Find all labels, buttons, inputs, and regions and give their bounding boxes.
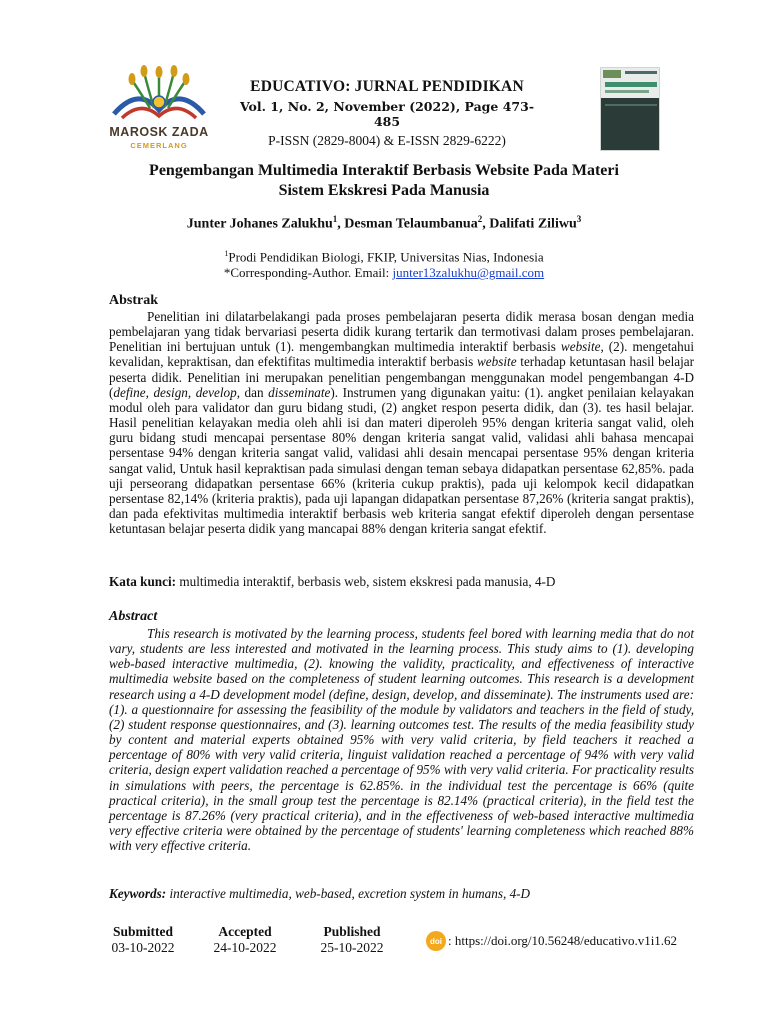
doi-icon: doi <box>426 931 446 951</box>
abstract-heading: Abstract <box>109 609 158 624</box>
accepted-block <box>208 924 282 956</box>
author-list: Junter Johanes Zalukhu$^1$, Desman Telaumbanua$^2$, Dalifati Ziliwu$^3$ <box>186 214 582 232</box>
book-sun-icon <box>108 64 210 124</box>
abstrak-heading: Abstrak <box>109 293 159 308</box>
author-sup: 3 <box>576 214 582 224</box>
published-block <box>314 924 390 956</box>
doi-link[interactable]: : https://doi.org/10.56248/educativo.v1i1.62 <box>448 933 678 948</box>
author-sup: 1 <box>332 214 338 224</box>
kata-kunci: Kata kunci: multimedia interaktif, berbasis web, sistem ekskresi pada manusia, 4-D <box>109 574 556 589</box>
author-sup: 2 <box>477 214 483 224</box>
accepted-date: 24-10-2022 <box>213 940 277 955</box>
email-link[interactable]: junter13zalukhu@gmail.com <box>392 265 545 281</box>
affiliation-block <box>100 246 668 281</box>
affiliation: $^1$Prodi Pendidikan Biologi, FKIP, Universitas Nias, Indonesia <box>224 249 544 265</box>
abstract-text: This research is motivated by the learning process, students feel bored with learning media that do not vary, students are less interested and motivated in the learning process. This study aims to (1). developing web-based interactive multimedia, (2). knowing the validity, practicality, and effectiveness of interactive multimedia website based on the completeness of student learning outcomes. This research is a development research using a 4-D development model (define, design, develop, and disseminate). The instruments used are: (1). a questionnaire for assessing the feasibility of the module by validators and teachers in the field of study, (2) student response questionnaires, and (3). learning outcomes test. The results of the media feasibility study by content and material experts obtained 95% with very valid criteria, by field teachers it reached a percentage of 80% with very valid criteria, linguist validation reached a percentage of 94% with very valid criteria, design expert validation reached a percentage of 95% with very valid criteria. For practicality results in simulations with peers, the percentage is 62.85%. in the individual test the percentage is 66% (quite practical criteria), in the small group test the percentage is 82.14% (practical criteria), in the field test the percentage is 87.26% (very practical criteria), and in the effectiveness of web-based interactive multimedia very effective criteria were obtained by the percentage of students' learning completeness which reached 88% with very effective criteria. <box>109 626 694 854</box>
title-line-2: Sistem Ekskresi Pada Manusia <box>278 182 490 199</box>
published-label: Published <box>323 924 381 939</box>
journal-header <box>234 78 540 149</box>
published-date: 25-10-2022 <box>320 940 384 955</box>
submitted-block <box>106 924 180 956</box>
doi-line <box>426 931 677 951</box>
journal-issn: P-ISSN (2829-8004) & E-ISSN 2829-6222) <box>268 133 506 148</box>
article-title <box>100 161 668 201</box>
journal-volume: Vol. 1, No. 2, November (2022), Page 473-485 <box>239 99 535 129</box>
corresponding-author: *Corresponding-Author. Email: junter13zalukhu@gmail.com <box>223 265 545 281</box>
logo-subtitle: CEMERLANG <box>130 141 188 150</box>
submitted-date: 03-10-2022 <box>111 940 175 955</box>
journal-name: EDUCATIVO: JURNAL PENDIDIKAN <box>250 78 524 95</box>
author-name: Junter Johanes Zalukhu <box>186 216 333 232</box>
title-line-1: Pengembangan Multimedia Interaktif Berbasis Website Pada Materi <box>149 162 619 179</box>
accepted-label: Accepted <box>218 924 272 939</box>
author-name: Desman Telaumbanua <box>344 216 478 232</box>
submitted-label: Submitted <box>112 924 173 939</box>
logo-brand: MAROSK ZADA <box>109 125 209 139</box>
author-name: Dalifati Ziliwu <box>489 216 577 232</box>
abstrak-text: Penelitian ini dilatarbelakangi pada proses pembelajaran peserta didik merasa bosan dengan media pembelajaran yang tidak bervariasi peserta didik kurang tertarik dan termotivasi dalam proses pembelajaran. Penelitian ini bertujuan untuk (1). mengembangkan multimedia interaktif berbasis website, (2). mengetahui kevalidan, kepraktisan, dan efektifitas multimedia interaktif berbasis website terhadap ketuntasan hasil belajar peserta didik. Penelitian ini merupakan penelitian pengembangan menggunakan model pengembangan 4-D (define, design, develop, dan disseminate). Instrumen yang digunakan yaitu: (1). angket penilaian kelayakan modul oleh para validator dan guru bidang studi, (2) angket respon peserta didik, dan (3). tes hasil belajar. Hasil penelitian kelayakan media oleh ahli isi dan materi diperoleh 95% dengan kriteria sangat valid, oleh guru bidang studi mencapai persentase 80% dengan kriteria sangat valid, validasi ahli bahasa mencapai persentase 94% dengan kriteria sangat valid, validasi ahli desain mencapai persentase 95% dengan kriteria sangat valid, Untuk hasil kepraktisan pada simulasi dengan teman sebaya didapatkan persentase 62,85%. pada uji perseorang didapatkan persentase 66% (kriteria cukup praktis), pada uji kelompok kecil didapatkan persentase 82,14% (kriteria praktis), pada uji lapangan didapatkan persentase 87,26% (kriteria sangat praktis), dan pada efektivitas multimedia interaktif berbasis web kriteria sangat efektif diperoleh dengan persentase ketuntasan belajar peserta didik yang mancapai 88% dengan kriteria sangat efektif. <box>109 309 694 537</box>
journal-cover-thumbnail <box>600 67 660 151</box>
keywords: Keywords: interactive multimedia, web-based, excretion system in humans, 4-D <box>109 886 531 901</box>
publisher-logo <box>108 64 210 156</box>
